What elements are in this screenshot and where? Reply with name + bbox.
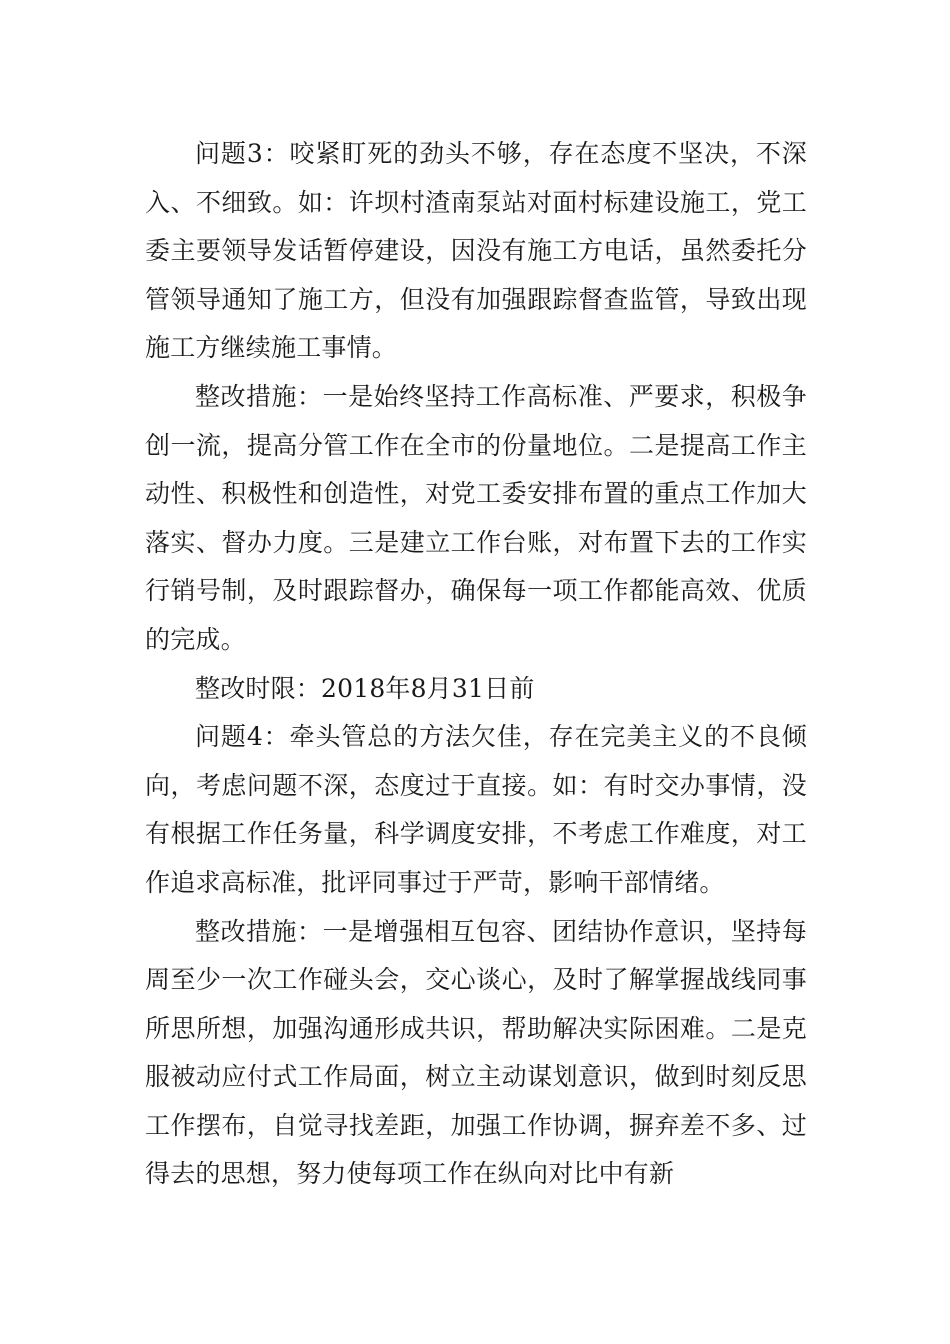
paragraph-measures-1: 整改措施：一是始终坚持工作高标准、严要求，积极争创一流，提高分管工作在全市的份量地位。二是提高工作主动性、积极性和创造性，对党工委安排布置的重点工作加大落实、督办力度。三是建立工作台账，对布置下去的工作实行销号制，及时跟踪督办，确保每一项工作都能高效、优质的完成。 (145, 381, 807, 654)
paragraph-problem-4: 问题4：牵头管总的方法欠佳，存在完美主义的不良倾向，考虑问题不深，态度过于直接。如：有时交办事情，没有根据工作任务量，科学调度安排，不考虑工作难度，对工作追求高标准，批评同事过于严苛，影响干部情绪。 (145, 722, 807, 897)
paragraph-problem-3: 问题3：咬紧盯死的劲头不够，存在态度不坚决，不深入、不细致。如：许坝村渣南泵站对面村标建设施工，党工委主要领导发话暂停建设，因没有施工方电话，虽然委托分管领导通知了施工方，但没有加强跟踪督查监管，导致出现施工方继续施工事情。 (145, 139, 807, 363)
document-body (145, 130, 807, 1199)
paragraph-deadline: 整改时限：2018年8月31日前 (195, 673, 535, 703)
paragraph-measures-2: 整改措施：一是增强相互包容、团结协作意识，坚持每周至少一次工作碰头会，交心谈心，及时了解掌握战线同事所思所想，加强沟通形成共识，帮助解决实际困难。二是克服被动应付式工作局面，树立主动谋划意识，做到时刻反思工作摆布，自觉寻找差距，加强工作协调，摒弃差不多、过得去的思想，努力使每项工作在纵向对比中有新 (145, 916, 807, 1189)
